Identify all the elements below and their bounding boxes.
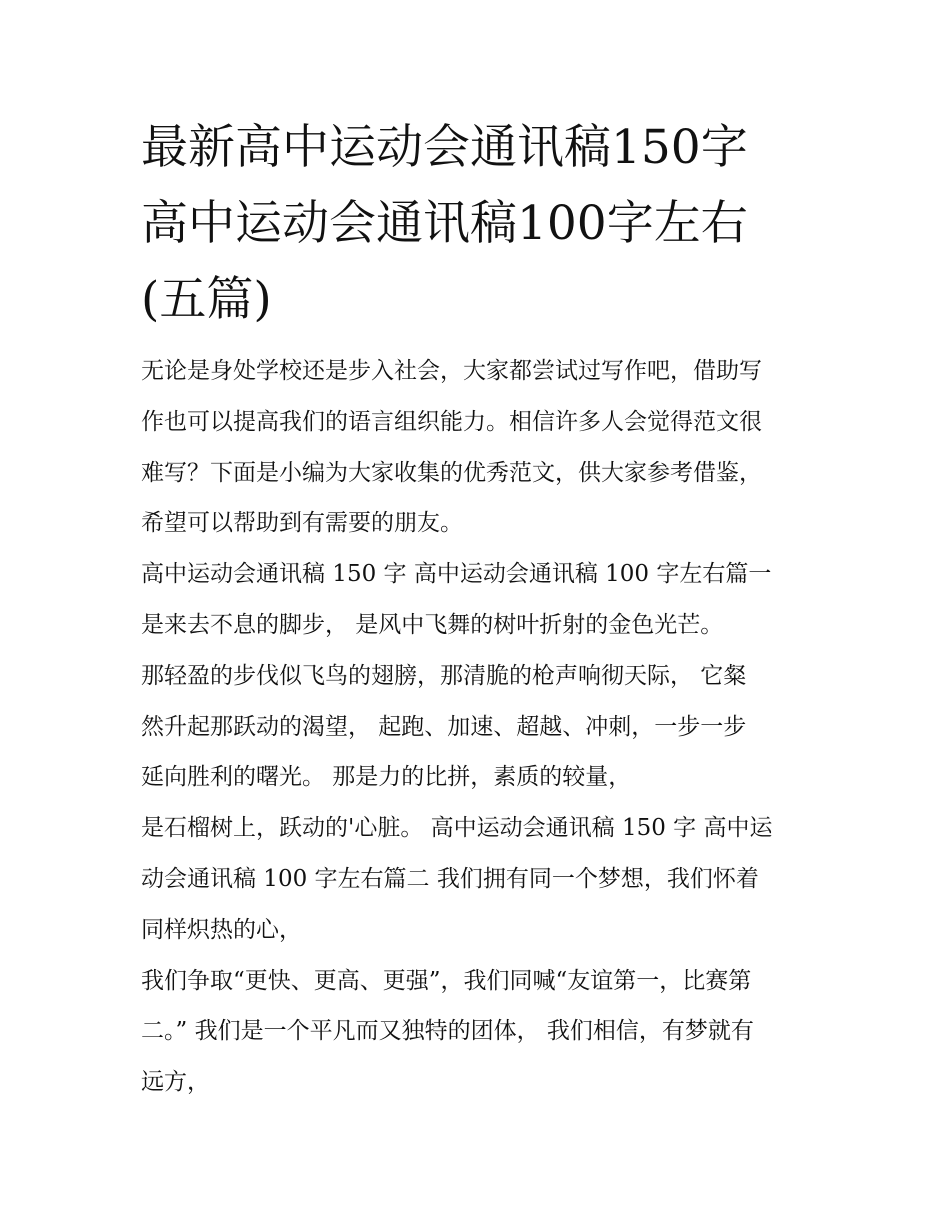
title-line: (五篇): [141, 272, 272, 327]
title-line: 最新高中运动会通讯稿150字: [141, 120, 748, 175]
document-body: [141, 346, 821, 1108]
body-line: 同样炽热的心，: [141, 916, 302, 943]
body-line: 高中运动会通讯稿 150 字 高中运动会通讯稿 100 字左右篇一: [141, 561, 772, 588]
document-title: [141, 110, 821, 338]
body-line: 是来去不息的脚步， 是风中飞舞的树叶折射的金色光芒。: [141, 611, 724, 638]
body-line: 作也可以提高我们的语言组织能力。相信许多人会觉得范文很: [141, 408, 762, 435]
body-line: 难写？下面是小编为大家收集的优秀范文，供大家参考借鉴，: [141, 459, 762, 486]
document-content: [141, 110, 821, 1108]
body-line: 无论是身处学校还是步入社会，大家都尝试过写作吧，借助写: [141, 358, 762, 384]
body-line: 然升起那跃动的渴望， 起跑、加速、超越、冲刺，一步一步: [141, 713, 747, 740]
body-line: 希望可以帮助到有需要的朋友。: [141, 510, 463, 537]
body-line: 那轻盈的步伐似飞鸟的翅膀，那清脆的枪声响彻天际， 它粲: [141, 662, 747, 689]
body-line: 延向胜利的曙光。 那是力的比拼，素质的较量，: [141, 764, 632, 791]
title-line: 高中运动会通讯稿100字左右: [141, 196, 748, 251]
body-line: 二。” 我们是一个平凡而又独特的团体， 我们相信，有梦就有: [141, 1018, 754, 1045]
body-line: 是石榴树上，跃动的'心脏。 高中运动会通讯稿 150 字 高中运: [141, 815, 773, 842]
body-line: 我们争取“更快、更高、更强”，我们同喊“友谊第一，比赛第: [141, 967, 752, 994]
body-line: 动会通讯稿 100 字左右篇二 我们拥有同一个梦想，我们怀着: [141, 865, 759, 892]
body-line: 远方，: [141, 1069, 210, 1096]
